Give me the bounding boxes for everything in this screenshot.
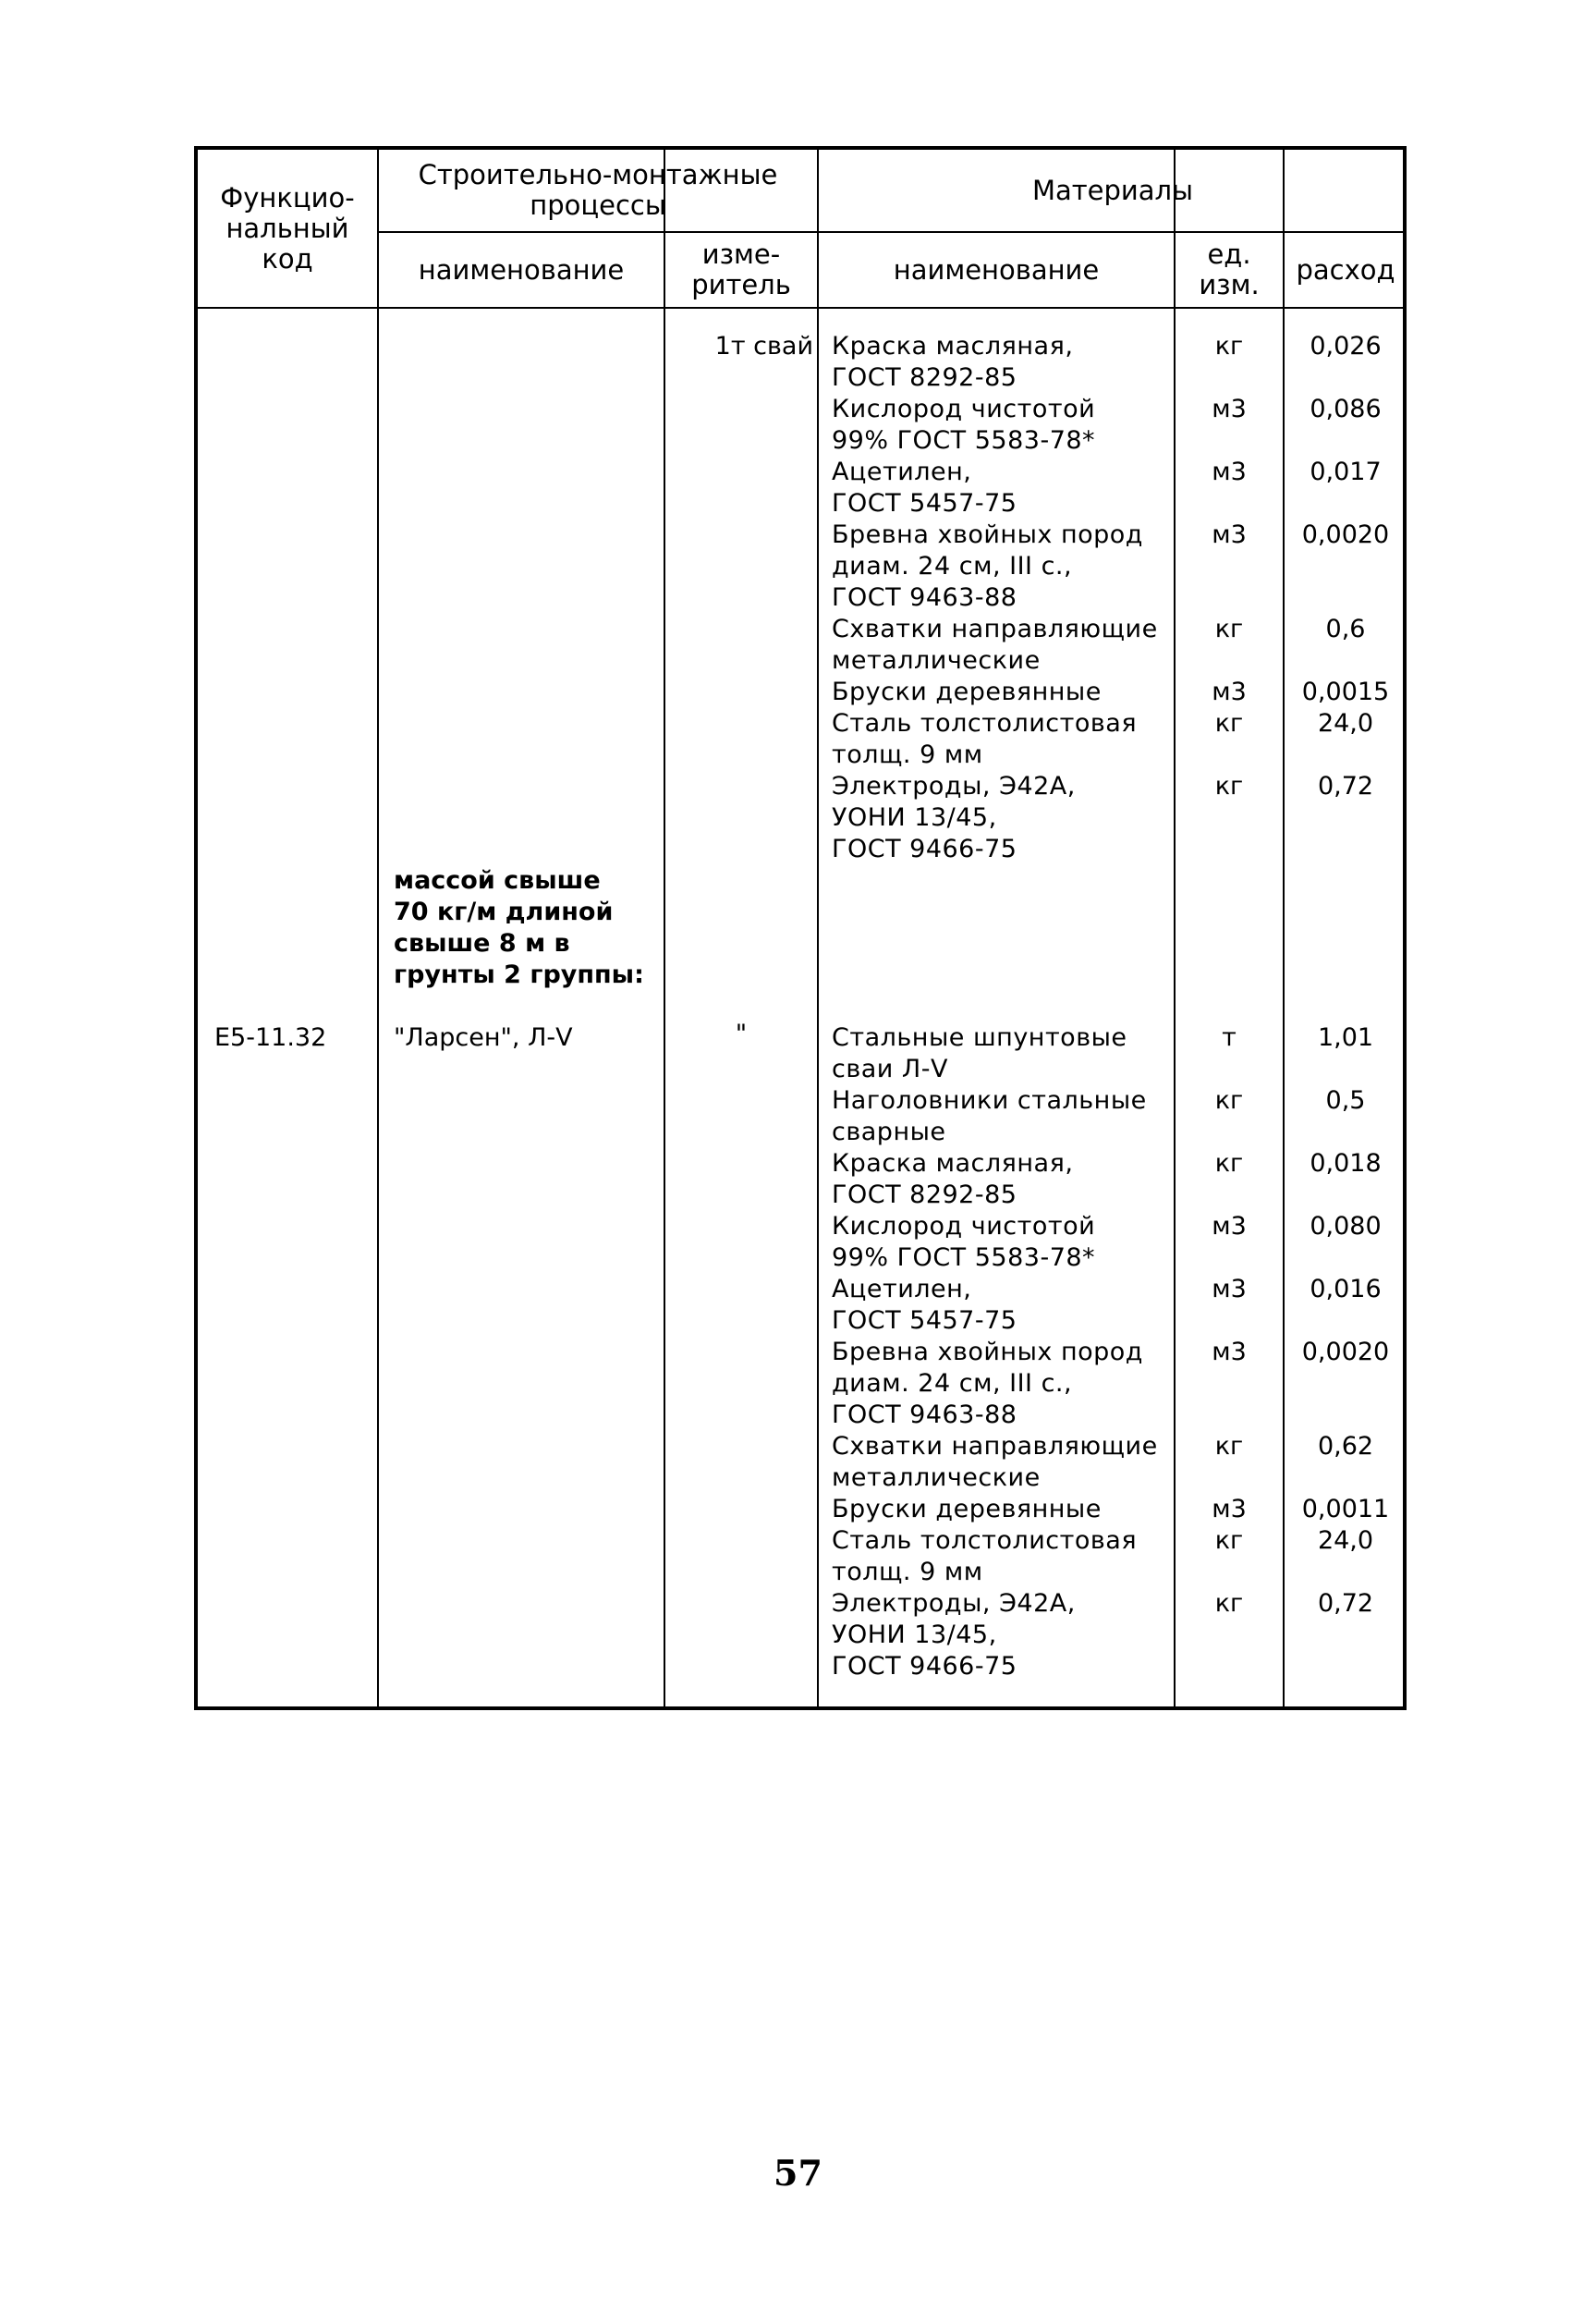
material-name: Ацетилен, ГОСТ 5457-75	[832, 1275, 1017, 1335]
material-qty: 0,0020	[1301, 1338, 1390, 1366]
material-unit: кг	[1214, 1432, 1244, 1461]
material-unit: кг	[1214, 709, 1244, 738]
material-name: Схватки направляющие металлические	[832, 1432, 1158, 1492]
material-unit: м3	[1212, 1275, 1247, 1303]
material-unit: т	[1222, 1023, 1237, 1052]
material-unit: м3	[1212, 678, 1247, 706]
material-name: Краска масляная, ГОСТ 8292-85	[832, 332, 1074, 392]
header-measure: изме- ритель	[691, 238, 791, 300]
material-name: Электроды, Э42А, УОНИ 13/45, ГОСТ 9466-75	[832, 772, 1076, 863]
material-name: Бревна хвойных пород диам. 24 см, III с., ГОСТ 9463-88	[832, 1338, 1143, 1429]
material-unit: м3	[1212, 1495, 1247, 1523]
material-unit: кг	[1214, 1086, 1244, 1115]
measure-ditto: "	[735, 1020, 748, 1048]
material-qty: 0,62	[1317, 1432, 1374, 1461]
header-bottom-line	[198, 307, 1403, 309]
process-name: "Ларсен", Л-V	[394, 1023, 573, 1052]
material-qty: 0,0011	[1301, 1495, 1390, 1523]
material-name: Ацетилен, ГОСТ 5457-75	[832, 458, 1017, 518]
material-name: Бруски деревянные	[832, 678, 1102, 706]
col-divider	[1174, 150, 1176, 1706]
material-qty: 0,086	[1310, 395, 1382, 423]
material-name: Кислород чистотой 99% ГОСТ 5583-78*	[832, 1212, 1096, 1272]
material-unit: кг	[1214, 332, 1244, 361]
material-unit: м3	[1212, 395, 1247, 423]
material-unit: кг	[1214, 772, 1244, 801]
material-unit: м3	[1212, 458, 1247, 486]
header-proc-name: наименование	[418, 253, 625, 286]
material-name: Электроды, Э42А, УОНИ 13/45, ГОСТ 9466-75	[832, 1589, 1076, 1681]
material-qty: 0,5	[1325, 1086, 1366, 1115]
material-qty: 0,6	[1325, 615, 1366, 643]
material-unit: кг	[1214, 1526, 1244, 1555]
material-name: Бревна хвойных пород диам. 24 см, III с., ГОСТ 9463-88	[832, 520, 1143, 612]
material-qty: 1,01	[1317, 1023, 1374, 1052]
material-name: Наголовники стальные сварные	[832, 1086, 1147, 1146]
material-name: Схватки направляющие металлические	[832, 615, 1158, 675]
material-unit: м3	[1212, 1338, 1247, 1366]
material-name: Стальные шпунтовые сваи Л-V	[832, 1023, 1127, 1083]
material-name: Сталь толстолистовая толщ. 9 мм	[832, 1526, 1138, 1586]
material-qty: 0,0015	[1301, 678, 1390, 706]
header-mat-name: наименование	[893, 253, 1100, 286]
material-name: Кислород чистотой 99% ГОСТ 5583-78*	[832, 395, 1096, 455]
material-unit: м3	[1212, 1212, 1247, 1241]
header-processes: Строительно-монтажные процессы	[418, 159, 778, 221]
material-qty: 0,026	[1310, 332, 1382, 361]
material-qty: 24,0	[1317, 709, 1374, 738]
material-unit: кг	[1214, 1149, 1244, 1178]
material-qty: 0,016	[1310, 1275, 1382, 1303]
material-qty: 0,017	[1310, 458, 1382, 486]
function-code: Е5-11.32	[214, 1023, 327, 1052]
group-heading: массой свыше 70 кг/м длиной свыше 8 м в грунты 2 группы:	[394, 866, 644, 989]
material-qty: 0,080	[1310, 1212, 1382, 1241]
material-qty: 0,018	[1310, 1149, 1382, 1178]
col-divider	[664, 150, 665, 1706]
material-name: Краска масляная, ГОСТ 8292-85	[832, 1149, 1074, 1209]
page-number: 57	[774, 2152, 822, 2194]
header-qty: расход	[1296, 253, 1395, 286]
materials-table	[194, 146, 1407, 1710]
material-name: Бруски деревянные	[832, 1495, 1102, 1523]
material-qty: 0,0020	[1301, 520, 1390, 549]
material-qty: 0,72	[1317, 772, 1374, 801]
header-func-code: Функцио- нальный код	[220, 181, 355, 275]
header-unit: ед. изм.	[1199, 238, 1260, 300]
material-unit: кг	[1214, 1589, 1244, 1618]
material-name: Сталь толстолистовая толщ. 9 мм	[832, 709, 1138, 769]
header-materials: Материалы	[1032, 174, 1193, 206]
col-divider	[817, 150, 819, 1706]
measure-cell: 1т свай	[714, 332, 813, 361]
material-qty: 0,72	[1317, 1589, 1374, 1618]
material-qty: 24,0	[1317, 1526, 1374, 1555]
material-unit: м3	[1212, 520, 1247, 549]
material-unit: кг	[1214, 615, 1244, 643]
col-divider	[377, 150, 379, 1706]
col-divider	[1283, 150, 1285, 1706]
